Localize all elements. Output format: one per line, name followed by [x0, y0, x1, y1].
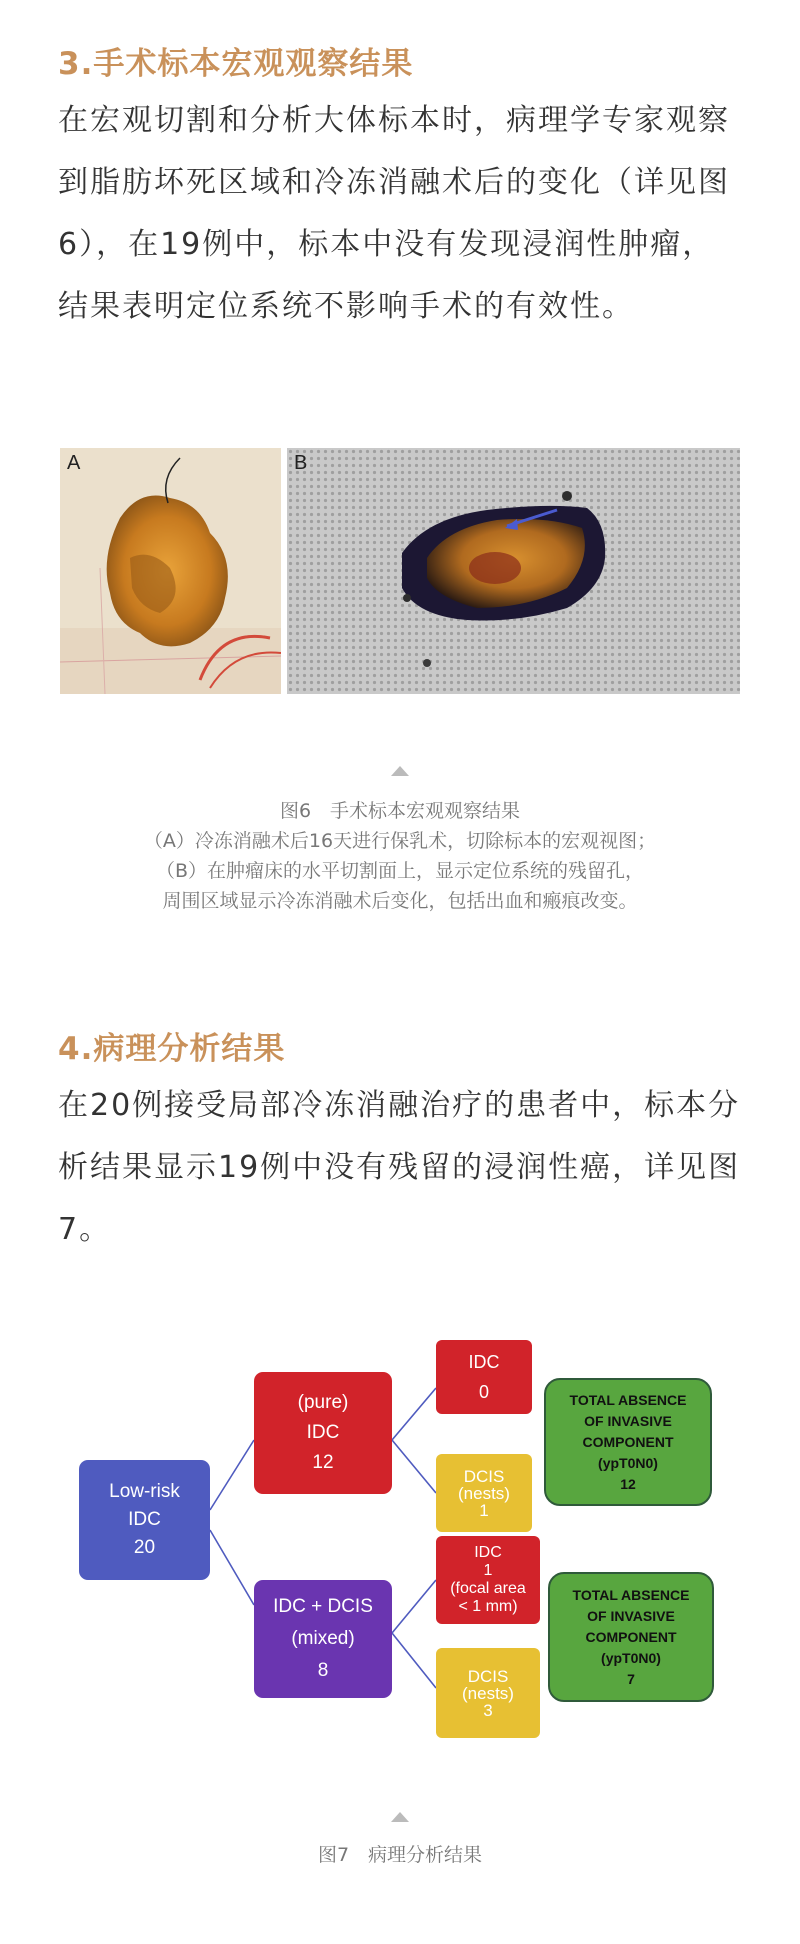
box-line: IDC — [468, 1352, 500, 1372]
specimen-photo-a — [60, 448, 281, 694]
figure-6-caption-line: （B）在肿瘤床的水平切割面上，显示定位系统的残留孔， — [155, 860, 645, 882]
box-line: (pure) — [297, 1392, 349, 1413]
box-line: COMPONENT — [582, 1433, 674, 1450]
low-risk-idc-box — [79, 1460, 210, 1580]
box-line: COMPONENT — [585, 1628, 677, 1645]
mixed-idc-result-box — [436, 1536, 540, 1624]
specimen-photo-b — [287, 448, 740, 694]
box-line: (nests) — [458, 1483, 510, 1503]
box-line: (focal area — [450, 1580, 526, 1597]
box-line: IDC — [306, 1422, 340, 1443]
pathology-flowchart — [70, 1330, 730, 1770]
box-line: TOTAL ABSENCE — [572, 1586, 690, 1603]
box-line: (ypT0N0) — [598, 1454, 658, 1471]
mixed-idc-dcis-box — [254, 1580, 392, 1698]
box-line: 12 — [620, 1475, 636, 1492]
box-line: OF INVASIVE — [587, 1607, 675, 1624]
panel-a-label: A — [67, 452, 81, 474]
figure-6-caption-line: （A）冷冻消融术后16天进行保乳术，切除标本的宏观视图； — [143, 830, 657, 852]
pure-idc-result-box — [436, 1340, 532, 1414]
box-line: (nests) — [462, 1683, 514, 1703]
caption-triangle-icon — [391, 766, 409, 776]
section-3-paragraph: 在宏观切割和分析大体标本时，病理学专家观察到脂肪坏死区域和冷冻消融术后的变化（详见图6），在19例中，标本中没有发现浸润性肿瘤，结果表明定位系统不影响手术的有效性。 — [58, 103, 730, 324]
specimen-b-image — [287, 448, 740, 694]
box-line: (ypT0N0) — [601, 1649, 661, 1666]
figure-7-caption — [0, 1840, 800, 1870]
box-line: < 1 mm) — [458, 1598, 518, 1615]
figure-6-caption-title: 图6 手术标本宏观观察结果 — [279, 800, 521, 822]
caption-triangle-icon — [391, 1812, 409, 1822]
section-3-heading: 3.手术标本宏观观察结果 — [58, 46, 414, 82]
box-line: 20 — [133, 1537, 156, 1558]
box-line: Low-risk — [109, 1481, 180, 1502]
pure-total-absence-box — [544, 1378, 712, 1506]
box-line: IDC — [128, 1509, 161, 1530]
box-line: OF INVASIVE — [584, 1412, 672, 1429]
figure-6-caption-line: 周围区域显示冷冻消融术后变化，包括出血和瘢痕改变。 — [162, 890, 638, 912]
box-line: IDC — [474, 1544, 502, 1561]
pure-dcis-result-box — [436, 1454, 532, 1532]
mixed-total-absence-box — [548, 1572, 714, 1702]
section-4-paragraph: 在20例接受局部冷冻消融治疗的患者中，标本分析结果显示19例中没有残留的浸润性癌，详见图7。 — [58, 1088, 741, 1247]
box-line: (mixed) — [291, 1628, 355, 1649]
box-line: 3 — [483, 1700, 493, 1720]
specimen-a-image — [60, 448, 281, 694]
pure-idc-box — [254, 1372, 392, 1494]
mixed-dcis-result-box — [436, 1648, 540, 1738]
panel-b-label: B — [294, 452, 308, 474]
box-line: 1 — [483, 1562, 493, 1579]
box-line: TOTAL ABSENCE — [569, 1391, 687, 1408]
box-line: DCIS — [467, 1666, 509, 1686]
box-line: DCIS — [463, 1466, 505, 1486]
box-line: 12 — [312, 1452, 334, 1473]
figure-6-caption — [0, 796, 800, 916]
box-line: 0 — [478, 1382, 489, 1402]
section-4-heading: 4.病理分析结果 — [58, 1031, 286, 1067]
box-line: 1 — [479, 1500, 489, 1520]
box-line: 7 — [627, 1670, 635, 1687]
box-line: 8 — [317, 1660, 329, 1681]
box-line: IDC + DCIS — [273, 1596, 373, 1617]
figure-7-caption-title: 图7 病理分析结果 — [317, 1844, 483, 1866]
